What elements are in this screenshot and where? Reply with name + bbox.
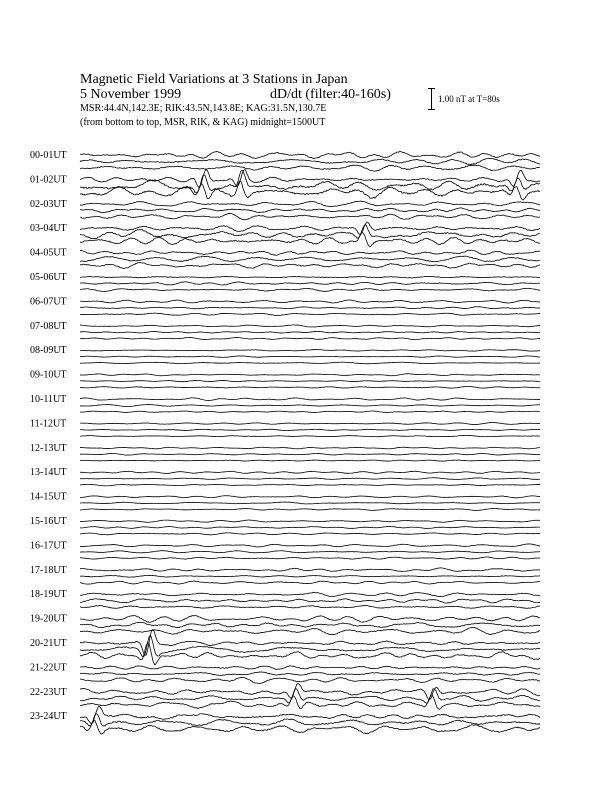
trace-kag: [80, 422, 540, 424]
hour-label: 16-17UT: [30, 540, 67, 552]
trace-kag: [80, 447, 540, 449]
trace-msr: [80, 557, 540, 559]
trace-rik: [80, 599, 540, 603]
hour-label: 00-01UT: [30, 150, 67, 161]
trace-kag: [80, 374, 540, 376]
trace-kag: [80, 398, 540, 401]
hour-label: 06-07UT: [30, 296, 67, 308]
hour-label: 12-13UT: [30, 442, 67, 454]
trace-msr: [80, 165, 540, 171]
trace-msr: [80, 627, 540, 634]
hour-label: 23-24UT: [30, 711, 67, 723]
trace-kag: [80, 300, 540, 303]
trace-rik: [80, 225, 540, 239]
scale-label: 1.00 nT at T=80s: [438, 94, 500, 104]
hour-label: 10-11UT: [30, 394, 67, 405]
hour-label: 13-14UT: [30, 467, 67, 479]
trace-kag: [80, 544, 540, 547]
hour-label: 22-23UT: [30, 686, 67, 698]
trace-msr: [80, 435, 540, 436]
chart-title: Magnetic Field Variations at 3 Stations in Japan: [80, 72, 348, 87]
trace-rik: [80, 331, 540, 333]
hour-label: 21-22UT: [30, 662, 67, 674]
hour-label: 14-15UT: [30, 491, 67, 503]
trace-msr: [80, 605, 540, 608]
hour-label: 03-04UT: [30, 223, 67, 235]
trace-msr: [80, 533, 540, 535]
trace-kag: [80, 169, 540, 187]
trace-msr: [80, 484, 540, 486]
trace-kag: [80, 222, 540, 235]
hour-label: 08-09UT: [30, 345, 67, 357]
trace-rik: [80, 551, 540, 553]
trace-rik: [80, 713, 540, 726]
trace-rik: [80, 478, 540, 480]
trace-kag: [80, 666, 540, 670]
trace-msr: [80, 262, 540, 268]
trace-rik: [80, 356, 540, 357]
trace-msr: [80, 213, 540, 219]
hour-label: 02-03UT: [30, 198, 67, 210]
trace-msr: [80, 643, 540, 665]
trace-rik: [80, 380, 540, 381]
trace-rik: [80, 307, 540, 309]
order-note: (from bottom to top, MSR, RIK, & KAG) midnight=1500UT: [80, 117, 326, 128]
trace-rik: [80, 575, 540, 577]
trace-kag: [80, 592, 540, 596]
trace-kag: [80, 496, 540, 498]
trace-rik: [80, 453, 540, 455]
trace-rik: [80, 622, 540, 627]
date-label: 5 November 1999: [80, 87, 182, 102]
hour-label: 19-20UT: [30, 613, 67, 625]
trace-msr: [80, 362, 540, 364]
stations-label: MSR:44.4N,142.3E; RIK:43.5N,143.8E; KAG:31.5N,130.7E: [80, 103, 327, 114]
hour-label: 05-06UT: [30, 272, 67, 283]
trace-kag: [80, 276, 540, 278]
trace-rik: [80, 429, 540, 430]
trace-rik: [80, 672, 540, 676]
hour-label: 17-18UT: [30, 564, 67, 576]
trace-rik: [80, 636, 540, 657]
trace-kag: [80, 325, 540, 327]
trace-msr: [80, 508, 540, 510]
trace-rik: [80, 404, 540, 406]
hour-label: 11-12UT: [30, 418, 67, 430]
hour-label: 20-21UT: [30, 638, 67, 649]
trace-kag: [80, 520, 540, 522]
trace-msr: [80, 460, 540, 461]
hour-label: 07-08UT: [30, 320, 67, 332]
trace-kag: [80, 350, 540, 352]
hour-label: 09-10UT: [30, 369, 67, 381]
trace-rik: [80, 256, 540, 262]
hour-label: 15-16UT: [30, 516, 67, 527]
trace-rik: [80, 208, 540, 213]
trace-kag: [80, 471, 540, 473]
hour-label: 04-05UT: [30, 247, 67, 259]
trace-msr: [80, 181, 540, 200]
trace-rik: [80, 502, 540, 504]
trace-kag: [80, 568, 540, 572]
trace-kag: [80, 616, 540, 623]
trace-kag: [80, 250, 540, 255]
trace-msr: [80, 677, 540, 683]
trace-kag: [80, 706, 540, 724]
trace-msr: [80, 386, 540, 388]
trace-rik: [80, 170, 540, 192]
trace-kag: [80, 201, 540, 207]
trace-kag: [80, 151, 540, 158]
trace-msr: [80, 337, 540, 339]
trace-msr: [80, 581, 540, 584]
trace-rik: [80, 282, 540, 285]
component-label: dD/dt (filter:40-160s): [270, 87, 391, 102]
trace-msr: [80, 411, 540, 413]
trace-rik: [80, 158, 540, 164]
trace-msr: [80, 288, 540, 291]
trace-msr: [80, 313, 540, 315]
hour-label: 18-19UT: [30, 589, 67, 601]
trace-rik: [80, 526, 540, 528]
hour-label: 01-02UT: [30, 174, 67, 186]
trace-kag: [80, 630, 540, 656]
